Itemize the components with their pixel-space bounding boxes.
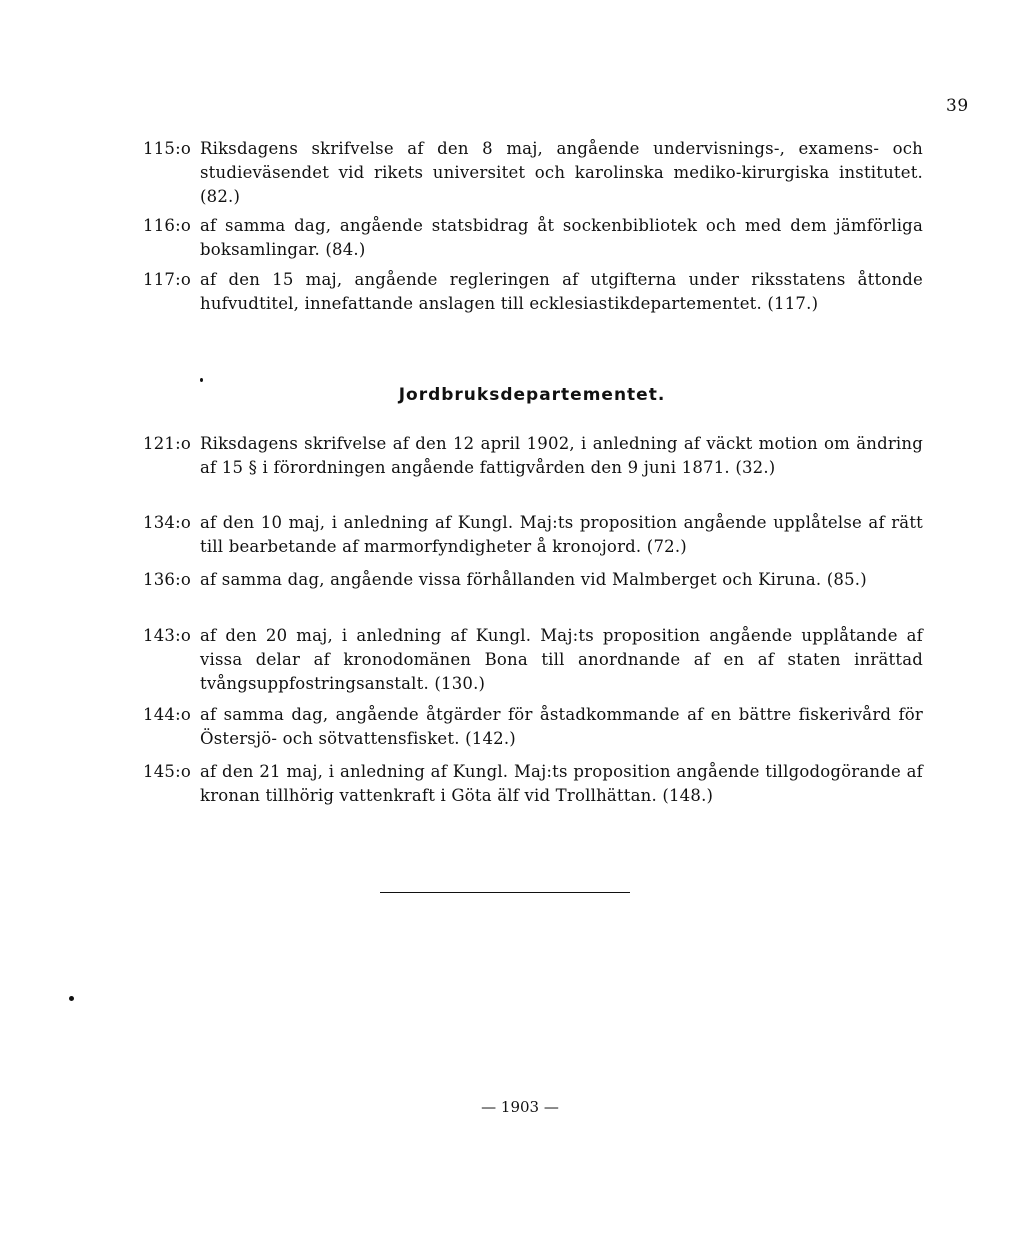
list-item xyxy=(143,568,923,592)
entry-text: af samma dag, angående vissa förhållanden vid Malmberget och Kiruna. (85.) xyxy=(200,570,867,589)
entry-number: 145:o xyxy=(143,762,191,781)
list-item xyxy=(143,214,923,262)
list-item xyxy=(143,511,923,559)
entry-text: af samma dag, angående statsbidrag åt sockenbibliotek och med dem jämförliga boksamlingar. (84.) xyxy=(200,216,923,259)
page-footer: — 1903 — xyxy=(481,1098,559,1116)
list-item xyxy=(143,624,923,696)
section-heading: Jordbruksdepartementet. xyxy=(398,385,666,405)
entry-text: af den 10 maj, i anledning af Kungl. Maj:ts proposition angående upplåtelse af rätt till bearbetande af marmorfyndigheter å kronojord. (72.) xyxy=(200,513,923,556)
speck xyxy=(69,996,74,1001)
entry-number: 144:o xyxy=(143,705,191,724)
entry-number: 134:o xyxy=(143,513,191,532)
speck xyxy=(200,378,203,382)
entry-text: af samma dag, angående åtgärder för åstadkommande af en bättre fiskerivård för Östersjö- och sötvattensfisket. (142.) xyxy=(200,705,923,748)
entry-text: af den 15 maj, angående regleringen af utgifterna under riksstatens åttonde hufvudtitel, innefattande anslagen till ecklesiastikdepartementet. (117.) xyxy=(200,270,923,313)
entry-number: 136:o xyxy=(143,570,191,589)
list-item xyxy=(143,432,923,480)
entry-number: 115:o xyxy=(143,139,191,158)
list-item xyxy=(143,268,923,316)
list-item xyxy=(143,137,923,209)
entry-text: af den 21 maj, i anledning af Kungl. Maj:ts proposition angående tillgodogörande af kronan tillhörig vattenkraft i Göta älf vid Trollhättan. (148.) xyxy=(200,762,923,805)
entry-text: af den 20 maj, i anledning af Kungl. Maj:ts proposition angående upplåtande af vissa delar af kronodomänen Bona till anordnande af en af staten inrättad tvångsuppfostringsanstalt. (130.) xyxy=(200,626,923,693)
entry-number: 121:o xyxy=(143,434,191,453)
entry-number: 116:o xyxy=(143,216,191,235)
page-number: 39 xyxy=(946,96,969,116)
entry-text: Riksdagens skrifvelse af den 8 maj, angående undervisnings-, examens- och studieväsendet vid rikets universitet och karolinska mediko-kirurgiska institutet. (82.) xyxy=(200,139,923,206)
entry-number: 143:o xyxy=(143,626,191,645)
entry-text: Riksdagens skrifvelse af den 12 april 1902, i anledning af väckt motion om ändring af 15 § i förordningen angående fattigvården den 9 juni 1871. (32.) xyxy=(200,434,923,477)
list-item xyxy=(143,703,923,751)
list-item xyxy=(143,760,923,808)
entry-number: 117:o xyxy=(143,270,191,289)
divider xyxy=(380,892,630,893)
